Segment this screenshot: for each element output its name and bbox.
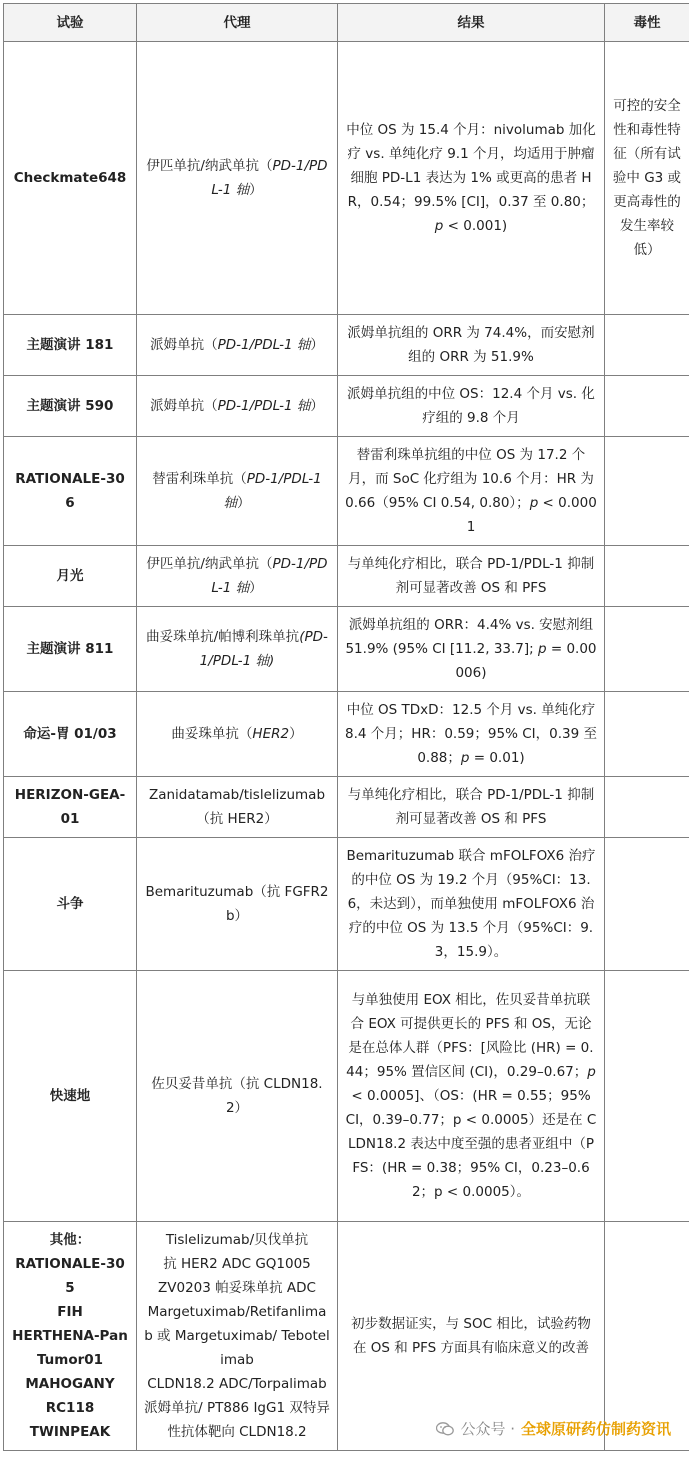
agent-target: HER2 xyxy=(252,726,290,742)
trial-name: 月光 xyxy=(4,546,137,607)
table-row xyxy=(4,971,689,1222)
agent-cell: Bemarituzumab（抗 FGFR2b） xyxy=(137,838,338,971)
p-symbol: p xyxy=(537,641,547,657)
toxicity-cell xyxy=(605,692,689,777)
result-cell: Bemarituzumab 联合 mFOLFOX6 治疗的中位 OS 为 19.2 个月（95%CI：13.6，未达到），而单独使用 mFOLFOX6 治疗的中位 OS 为 13.5 个月（95%CI：9.3，15.9）。 xyxy=(338,838,605,971)
result-text: 中位 OS 为 15.4 个月：nivolumab 加化疗 vs. 单纯化疗 9.1 个月，均适用于肿瘤细胞 PD-L1 表达为 1% 或更高的患者 HR，0.54；99.5% [CI]，0.37 至 0.80； xyxy=(346,122,596,210)
table-row xyxy=(4,838,689,971)
agent-name-end: ） xyxy=(249,580,263,596)
trial-table xyxy=(3,3,689,1451)
result-cell xyxy=(338,42,605,315)
agent-list-item: Margetuximab/Retifanlimab 或 Margetuximab/ Tebotelimab xyxy=(144,1304,330,1368)
agent-list-item: ZV0203 帕妥珠单抗 ADC xyxy=(158,1280,316,1296)
table-row xyxy=(4,777,689,838)
agent-name: 曲妥珠单抗/帕博利珠单抗 xyxy=(146,629,300,645)
agent-name-end: ） xyxy=(249,182,263,198)
trial-list-item: TWINPEAK xyxy=(29,1424,111,1440)
result-cell xyxy=(338,376,605,437)
table-row xyxy=(4,42,689,315)
header-result: 结果 xyxy=(338,4,605,42)
agent-cell xyxy=(137,607,338,692)
trial-name: 主题演讲 590 xyxy=(4,376,137,437)
toxicity-cell xyxy=(605,376,689,437)
agent-name: 派姆单抗（ xyxy=(150,337,218,353)
agent-name: 派姆单抗（ xyxy=(150,398,218,414)
agent-cell xyxy=(137,546,338,607)
toxicity-cell xyxy=(605,777,689,838)
agent-name: 伊匹单抗/纳武单抗（ xyxy=(146,556,273,572)
agent-name-end: ） xyxy=(310,398,324,414)
trial-name: Checkmate648 xyxy=(4,42,137,315)
toxicity-cell xyxy=(605,1222,689,1451)
result-cell xyxy=(338,546,605,607)
watermark-prefix: 公众号 · xyxy=(460,1420,515,1438)
result-text-end: < 0.0001 xyxy=(466,495,597,535)
agent-name: 伊匹单抗/纳武单抗（ xyxy=(146,158,273,174)
table-row xyxy=(4,437,689,546)
result-cell: 初步数据证实，与 SOC 相比，试验药物在 OS 和 PFS 方面具有临床意义的改善 xyxy=(338,1222,605,1451)
trial-name: 命运-胃 01/03 xyxy=(4,692,137,777)
trial-name: 主题演讲 811 xyxy=(4,607,137,692)
trial-list-item: HERTHENA-PanTumor01 xyxy=(12,1328,128,1368)
result-text-end: < 0.001) xyxy=(443,218,508,234)
agent-target: PD-1/PDL-1 轴 xyxy=(211,158,328,198)
result-cell: 与单纯化疗相比，联合 PD-1/PDL-1 抑制剂可显著改善 OS 和 PFS xyxy=(338,777,605,838)
agent-cell: 佐贝妥昔单抗（抗 CLDN18.2） xyxy=(137,971,338,1222)
agent-cell: Zanidatamab/tislelizumab（抗 HER2） xyxy=(137,777,338,838)
trial-name: 其他： xyxy=(49,1232,91,1248)
trial-name: 快速地 xyxy=(4,971,137,1222)
wechat-icon xyxy=(436,1422,454,1436)
toxicity-cell xyxy=(605,971,689,1222)
agent-target: (PD-1/PDL-1 轴) xyxy=(199,629,328,669)
agent-target: PD-1/PDL-1 轴 xyxy=(217,398,311,414)
trial-list-item: MAHOGANY xyxy=(25,1376,115,1392)
result-cell xyxy=(338,437,605,546)
agent-name: 曲妥珠单抗（ xyxy=(171,726,253,742)
table-row xyxy=(4,607,689,692)
toxicity-cell: 可控的安全性和毒性特征（所有试验中 G3 或更高毒性的发生率较低） xyxy=(605,42,689,315)
trial-list-item: RC118 xyxy=(45,1400,95,1416)
agent-list-item: 派姆单抗/ PT886 IgG1 双特异性抗体靶向 CLDN18.2 xyxy=(144,1400,330,1440)
p-symbol: p xyxy=(587,1064,596,1080)
agent-list-item: CLDN18.2 ADC/Torpalimab xyxy=(147,1376,327,1392)
agent-list-item: Tislelizumab/贝伐单抗 xyxy=(165,1232,309,1248)
p-symbol: p xyxy=(434,218,444,234)
result-text: 派姆单抗组的中位 OS：12.4 个月 vs. 化疗组的 9.8 个月 xyxy=(347,386,595,426)
header-toxicity: 毒性 xyxy=(605,4,689,42)
toxicity-cell xyxy=(605,437,689,546)
agent-cell-other xyxy=(137,1222,338,1451)
result-cell xyxy=(338,607,605,692)
trial-list-item: RATIONALE-305 xyxy=(15,1256,125,1296)
trial-name: HERIZON-GEA-01 xyxy=(4,777,137,838)
watermark-brand: 全球原研药仿制药资讯 xyxy=(520,1420,671,1438)
trial-name: 主题演讲 181 xyxy=(4,315,137,376)
p-symbol: p xyxy=(460,750,470,766)
result-text: 派姆单抗组的 ORR：4.4% vs. 安慰剂组 51.9% (95% CI [11.2, 33.7]; xyxy=(345,617,594,657)
toxicity-cell xyxy=(605,838,689,971)
agent-target: PD-1/PDL-1 轴 xyxy=(211,556,328,596)
result-cell xyxy=(338,971,605,1222)
result-text: 中位 OS TDxD：12.5 个月 vs. 单纯化疗 8.4 个月；HR：0.59；95% CI，0.39 至 0.88； xyxy=(345,702,597,766)
result-text: 替雷利珠单抗组的中位 OS 为 17.2 个月，而 SoC 化疗组为 10.6 个月：HR 为 0.66（95% CI 0.54, 0.80）； xyxy=(345,447,594,511)
toxicity-cell xyxy=(605,546,689,607)
trial-name: RATIONALE-306 xyxy=(4,437,137,546)
result-text: 与单纯化疗相比，联合 PD-1/PDL-1 抑制剂可显著改善 OS 和 PFS xyxy=(347,556,595,596)
result-text-end: < 0.0005]、（OS：(HR = 0.55；95% CI，0.39–0.77；p < 0.0005）还是在 CLDN18.2 表达中度至强的患者亚组中（PFS：(HR = 0.38；95% CI，0.23–0.62；p < 0.0005）。 xyxy=(345,1088,597,1200)
agent-name-end: ） xyxy=(289,726,303,742)
agent-target: PD-1/PDL-1 轴 xyxy=(223,471,322,511)
header-row xyxy=(4,4,689,42)
result-text-end: = 0.00006) xyxy=(455,641,597,681)
result-text: 派姆单抗组的 ORR 为 74.4%，而安慰剂组的 ORR 为 51.9% xyxy=(347,325,595,365)
result-cell xyxy=(338,315,605,376)
result-cell xyxy=(338,692,605,777)
result-text-end: = 0.01) xyxy=(469,750,525,766)
trial-cell-other xyxy=(4,1222,137,1451)
table-row xyxy=(4,546,689,607)
agent-cell xyxy=(137,692,338,777)
table-row xyxy=(4,1222,689,1451)
trial-name: 斗争 xyxy=(4,838,137,971)
agent-name-end: ） xyxy=(310,337,324,353)
p-symbol: p xyxy=(529,495,539,511)
result-text: 与单独使用 EOX 相比，佐贝妥昔单抗联合 EOX 可提供更长的 PFS 和 OS，无论是在总体人群（PFS：[风险比 (HR) = 0.44；95% 置信区间 (CI)，0.29–0.67； xyxy=(346,992,594,1080)
agent-cell xyxy=(137,437,338,546)
table-row xyxy=(4,376,689,437)
agent-name-end: ） xyxy=(237,495,251,511)
trial-list-item: FIH xyxy=(57,1304,83,1320)
agent-name: 替雷利珠单抗（ xyxy=(152,471,247,487)
agent-cell xyxy=(137,315,338,376)
agent-list-item: 抗 HER2 ADC GQ1005 xyxy=(163,1256,311,1272)
agent-cell xyxy=(137,42,338,315)
toxicity-cell xyxy=(605,315,689,376)
header-agent: 代理 xyxy=(137,4,338,42)
agent-target: PD-1/PDL-1 轴 xyxy=(217,337,311,353)
watermark xyxy=(436,1418,671,1439)
table-row xyxy=(4,692,689,777)
agent-cell xyxy=(137,376,338,437)
toxicity-cell xyxy=(605,607,689,692)
table-row xyxy=(4,315,689,376)
header-trial: 试验 xyxy=(4,4,137,42)
